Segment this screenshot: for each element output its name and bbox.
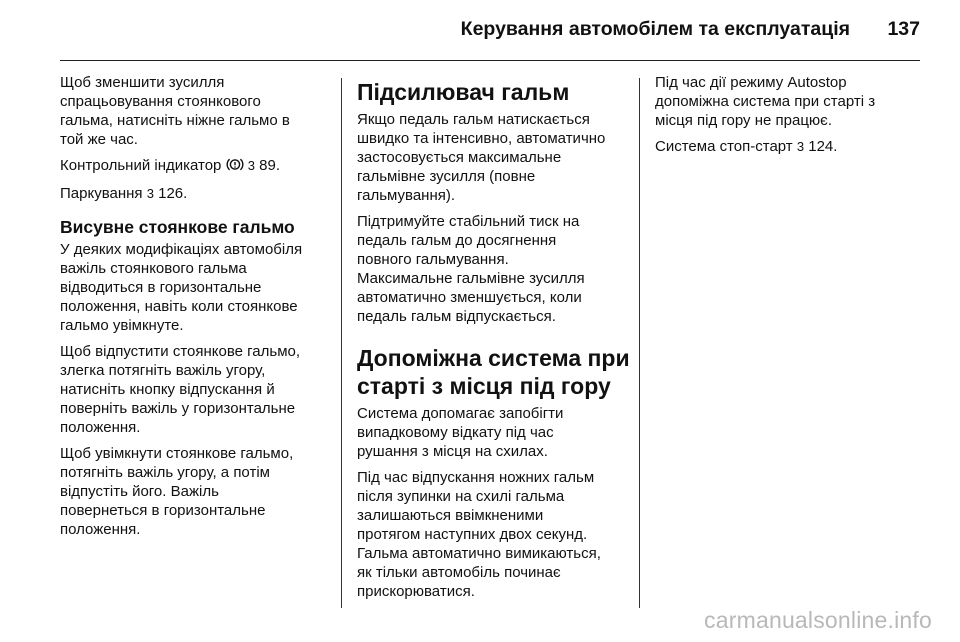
text-line: повного гальмування. bbox=[357, 251, 509, 268]
text-line: гальмо увімкнуте. bbox=[60, 317, 184, 334]
page-reference-arrow-icon: 3 bbox=[146, 186, 154, 201]
text-line: положення. bbox=[60, 419, 141, 436]
text-line: спрацьовування стоянкового bbox=[60, 93, 261, 110]
text-line: важіль стоянкового гальма bbox=[60, 260, 247, 277]
text-line: Щоб увімкнути стоянкове гальмо, bbox=[60, 445, 294, 462]
paragraph-release-brake bbox=[60, 342, 330, 437]
text-line: випадковому відкату під час bbox=[357, 424, 554, 441]
text-line: гальма, натисніть ніжне гальмо в bbox=[60, 112, 290, 129]
text-line: швидко та інтенсивно, автоматично bbox=[357, 130, 606, 147]
brake-warning-icon bbox=[226, 157, 244, 177]
text-line: протягом наступних двох секунд. bbox=[357, 526, 588, 543]
page-number: 137 bbox=[887, 18, 920, 40]
reference-stop-start bbox=[655, 137, 925, 156]
text-line: Гальма автоматично вимикаються, bbox=[357, 545, 601, 562]
text-line: Якщо педаль гальм натискається bbox=[357, 111, 590, 128]
text-line: гальмівне зусилля (повне bbox=[357, 168, 536, 185]
column-divider-1 bbox=[341, 78, 342, 608]
text-line: натисніть кнопку відпускання й bbox=[60, 381, 275, 398]
text-line: Система допомагає запобігти bbox=[357, 405, 564, 422]
text-line: поверніть важіль у горизонтальне bbox=[60, 400, 296, 417]
paragraph-reduce-effort bbox=[60, 73, 330, 149]
text-line: злегка потягніть важіль угору, bbox=[60, 362, 266, 379]
heading-line: Допоміжна система при bbox=[357, 345, 630, 371]
text-line: той же час. bbox=[60, 131, 138, 148]
paragraph-hill-hold bbox=[357, 468, 627, 601]
text-line: положення, навіть коли стоянкове bbox=[60, 298, 298, 315]
text-line: Під час дії режиму Autostop bbox=[655, 74, 847, 91]
text-line: Щоб зменшити зусилля bbox=[60, 74, 225, 91]
heading-line: старті з місця під гору bbox=[357, 373, 611, 399]
site-watermark: carmanualsonline.info bbox=[704, 607, 932, 633]
paragraph-steady-pressure bbox=[357, 212, 627, 326]
text-line: У деяких модифікаціях автомобіля bbox=[60, 241, 303, 258]
text-line: гальмування). bbox=[357, 187, 456, 204]
page-reference-arrow-icon: 3 bbox=[796, 139, 805, 154]
text-line: застосовується максимальне bbox=[357, 149, 562, 166]
reference-page[interactable]: 124. bbox=[808, 138, 838, 155]
text-line: відпустіть його. Важіль bbox=[60, 483, 219, 500]
text-line: повернеться в горизонтальне bbox=[60, 502, 266, 519]
column-2 bbox=[357, 78, 630, 608]
column-3 bbox=[655, 73, 925, 163]
text-line: педаль гальм відпускається. bbox=[357, 308, 556, 325]
reference-text: Система стоп-старт bbox=[655, 138, 793, 155]
paragraph-hill-start bbox=[357, 404, 627, 461]
text-line: відводиться в горизонтальне bbox=[60, 279, 262, 296]
text-line: як тільки автомобіль починає bbox=[357, 564, 561, 581]
section-heading-retractable-brake: Висувне стоянкове гальмо bbox=[60, 217, 295, 237]
section-heading-brake-assist: Підсилювач гальм bbox=[357, 79, 570, 105]
text-line: Максимальне гальмівне зусилля bbox=[357, 270, 585, 287]
section-heading-hill-start-assist bbox=[357, 344, 630, 400]
reference-text: Контрольний індикатор bbox=[60, 157, 222, 174]
reference-page[interactable]: 126. bbox=[158, 185, 188, 202]
text-line: допоміжна система при старті з bbox=[655, 93, 876, 110]
paragraph-brake-assist bbox=[357, 110, 627, 205]
text-line: прискорюватися. bbox=[357, 583, 475, 600]
text-line: після зупинки на схилі гальма bbox=[357, 488, 565, 505]
text-line: залишаються ввімкненими bbox=[357, 507, 544, 524]
reference-text: Паркування bbox=[60, 185, 143, 202]
reference-indicator bbox=[60, 156, 330, 177]
paragraph-retractable-lever bbox=[60, 240, 330, 335]
column-divider-2 bbox=[639, 78, 640, 608]
reference-page[interactable]: 89. bbox=[259, 157, 281, 174]
text-line: педаль гальм до досягнення bbox=[357, 232, 557, 249]
text-line: автоматично зменшується, коли bbox=[357, 289, 582, 306]
text-line: Підтримуйте стабільний тиск на bbox=[357, 213, 580, 230]
header-divider bbox=[60, 60, 920, 61]
column-1 bbox=[60, 73, 330, 546]
paragraph-autostop bbox=[655, 73, 925, 130]
paragraph-apply-brake bbox=[60, 444, 330, 539]
page-reference-arrow-icon: 3 bbox=[247, 158, 255, 173]
text-line: положення. bbox=[60, 521, 141, 538]
page-title: Керування автомобілем та експлуатація bbox=[460, 18, 850, 40]
text-line: Щоб відпустити стоянкове гальмо, bbox=[60, 343, 301, 360]
text-line: потягніть важіль угору, а потім bbox=[60, 464, 270, 481]
text-line: місця під гору не працює. bbox=[655, 112, 832, 129]
text-line: рушання з місця на схилах. bbox=[357, 443, 548, 460]
reference-parking bbox=[60, 184, 330, 203]
text-line: Під час відпускання ножних гальм bbox=[357, 469, 595, 486]
